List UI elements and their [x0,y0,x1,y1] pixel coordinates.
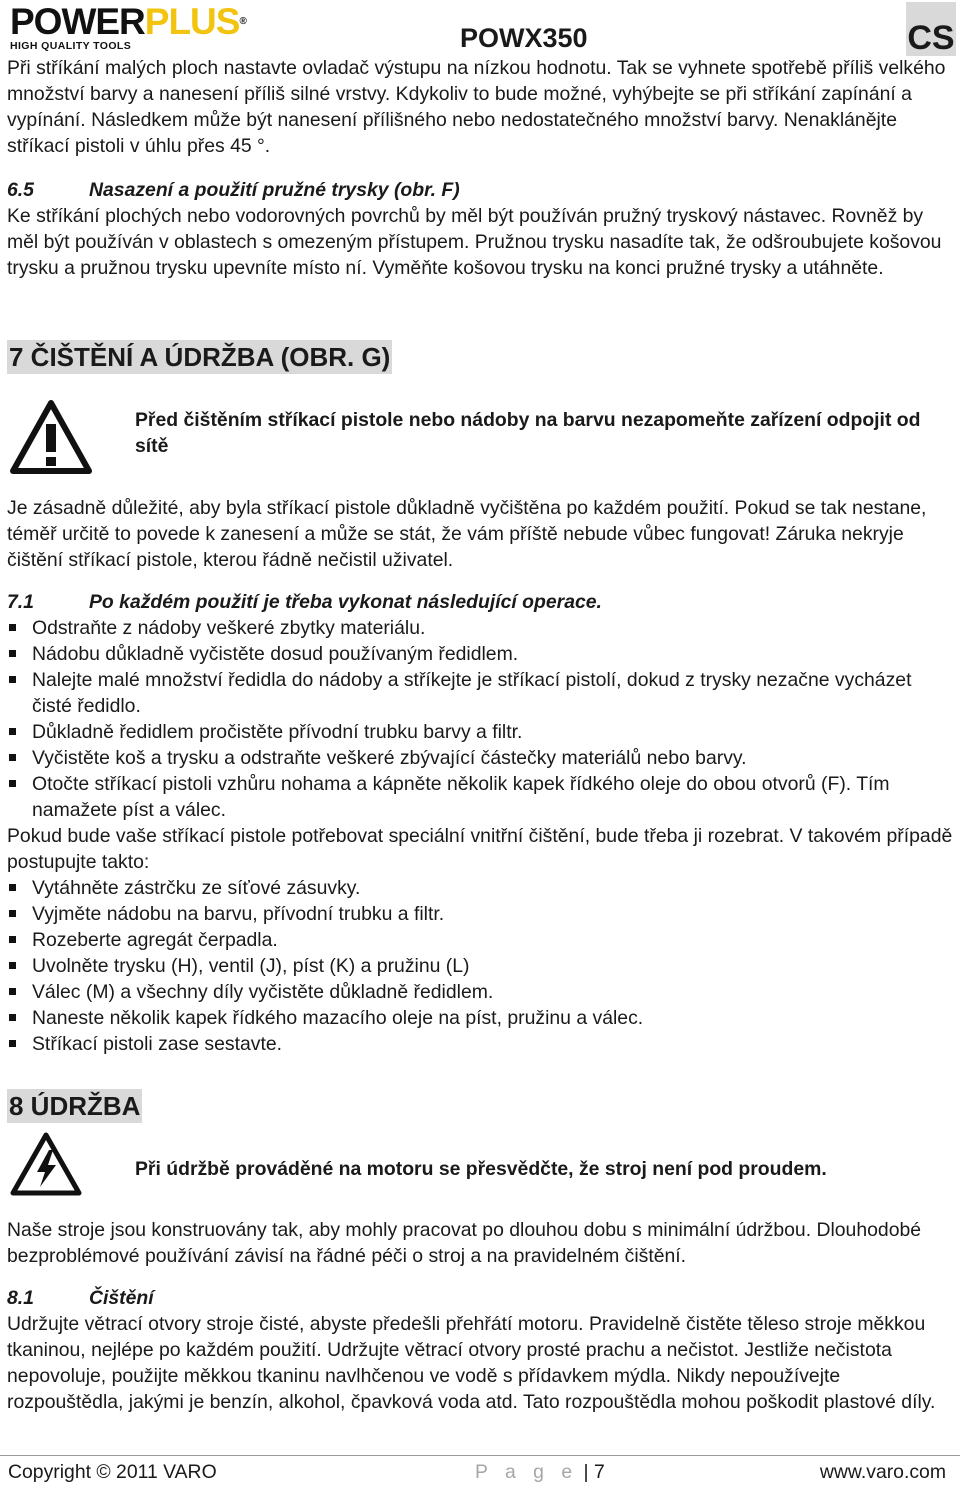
section-7-1-text: Pokud bude vaše stříkací pistole potřebovat speciální vnitřní čištění, bude třeba ji rozebrat. V takovém případě postupujte takto: [7,825,953,873]
list-item: Nádobu důkladně vyčistěte dosud používaným ředidlem. [7,641,953,667]
intro-text: Při stříkání malých ploch nastavte ovladač výstupu na nízkou hodnotu. Tak se vyhnete spotřebě příliš velkého množství barvy a nanesení příliš silné vrstvy. Kdykoliv to bude možné, vyhýbejte se při stříkání zapínání a vypínání. Následkem může být nanesení přílišného nebo nedostatečného množství barvy. Nenaklánějte stříkací pistoli v úhlu přes 45 °. [7,57,946,157]
section-7-heading: 7 ČIŠTĚNÍ A ÚDRŽBA (OBR. G) [9,342,391,372]
page-separator: | [583,1461,589,1483]
electrical-warning-icon [10,1132,82,1196]
brand-accent: PLUS [144,1,240,42]
section-title: Po každém použití je třeba vykonat následující operace. [89,591,602,613]
section-8-1-text: Udržujte větrací otvory stroje čisté, abyste předešli přehřátí motoru. Pravidelně čistěte těleso stroje měkkou tkaninou, nejlépe po každém použití. Udržujte větrací otvory prosté prachu a nečistot. Jestliže nečistota nepovoluje, použijte měkkou tkaninu navlhčenou ve vodě s přídavkem mýdla. Nikdy nepoužívejte rozpouštědla, jakými je benzín, alkohol, čpavková voda atd. Tato rozpouštědla mohou poškodit plastové díly. [7,1313,936,1413]
section-8-heading-wrap [7,1089,953,1123]
warning-icon [10,400,92,474]
list-item: Vyčistěte koš a trysku a odstraňte veškeré zbývající částečky materiálů nebo barvy. [7,745,953,771]
section-number: 6.5 [7,179,34,201]
list-item: Vytáhněte zástrčku ze síťové zásuvky. [7,875,953,901]
section-title: Čištění [89,1287,154,1309]
section-8-text: Naše stroje jsou konstruovány tak, aby mohly pracovat po dlouhou dobu s minimální údržbou. Dlouhodobé bezproblémové používání závisí na řádné péči o stroj a na pravidelném čištění. [7,1219,922,1267]
list-item: Vyjměte nádobu na barvu, přívodní trubku a filtr. [7,901,953,927]
list-item: Uvolněte trysku (H), ventil (J), píst (K) a pružinu (L) [7,953,953,979]
list-item: Důkladně ředidlem pročistěte přívodní trubku barvy a filtr. [7,719,953,745]
page-indicator [475,1461,605,1484]
list-item: Válec (M) a všechny díly vyčistěte důkladně ředidlem. [7,979,953,1005]
list-item: Rozeberte agregát čerpadla. [7,927,953,953]
section-8-body [7,1217,953,1269]
section-7-heading-wrap [7,340,953,374]
section-8-1 [7,1285,953,1415]
list-item: Odstraňte z nádoby veškeré zbytky materiálu. [7,615,953,641]
disassembly-list [7,875,953,1057]
section-7-1-heading [7,589,953,615]
brand-tagline: HIGH QUALITY TOOLS [10,40,132,52]
section-8-1-heading [7,1285,953,1311]
section-6-5 [7,177,953,281]
brand-main: POWER [10,1,145,42]
page-number: 7 [593,1461,605,1483]
list-item: Nalejte malé množství ředidla do nádoby a stříkejte je stříkací pistolí, dokud z trysky nezačne vycházet čisté ředidlo. [7,667,953,719]
list-item: Stříkací pistoli zase sestavte. [7,1031,953,1057]
section-6-5-heading [7,177,953,203]
after-use-list [7,615,953,823]
section-6-5-text: Ke stříkání plochých nebo vodorovných povrchů by měl být používán pružný tryskový nástavec. Rovněž by měl být používán v oblastech s omezeným přístupem. Pružnou trysku nasadíte tak, že odšroubujete košovou trysku a pružnou trysku upevníte místo ní. Vyměňte košovou trysku na konci pružné trysky a utáhněte. [7,205,942,279]
language-badge: CS [906,2,956,56]
brand-logo [10,1,295,52]
model-name: POWX350 [460,23,588,53]
intro-paragraph [7,55,953,159]
brand-reg: ® [239,16,246,27]
section-7-body [7,495,953,573]
section-8-heading: 8 ÚDRŽBA [9,1091,141,1121]
website-link[interactable]: www.varo.com [819,1461,946,1483]
list-item: Naneste několik kapek řídkého mazacího oleje na píst, pružinu a válec. [7,1005,953,1031]
section-7-1 [7,589,953,1057]
copyright: Copyright © 2011 VARO [8,1461,217,1483]
section-title: Nasazení a použití pružné trysky (obr. F) [89,179,460,201]
page-footer [0,1455,960,1488]
list-item: Otočte stříkací pistoli vzhůru nohama a kápněte několik kapek řídkého oleje do obou otvorů (F). Tím namažete píst a válec. [7,771,953,823]
section-number: 8.1 [7,1287,34,1309]
section-7-text: Je zásadně důležité, aby byla stříkací pistole důkladně vyčištěna po každém použití. Pokud se tak nestane, téměř určitě to povede k zanesení a může se stát, že vám příště nebude vůbec fungovat! Záruka nekryje čištění stříkací pistole, kterou řádně nečistil uživatel. [7,497,927,571]
section-number: 7.1 [7,591,34,613]
section-8-warning: Při údržbě prováděné na motoru se přesvědčte, že stroj není pod proudem. [135,1158,827,1180]
page-label: P a g e [475,1461,579,1483]
section-7-warning: Před čištěním stříkací pistole nebo nádoby na barvu nezapomeňte zařízení odpojit od sítě [135,409,921,457]
